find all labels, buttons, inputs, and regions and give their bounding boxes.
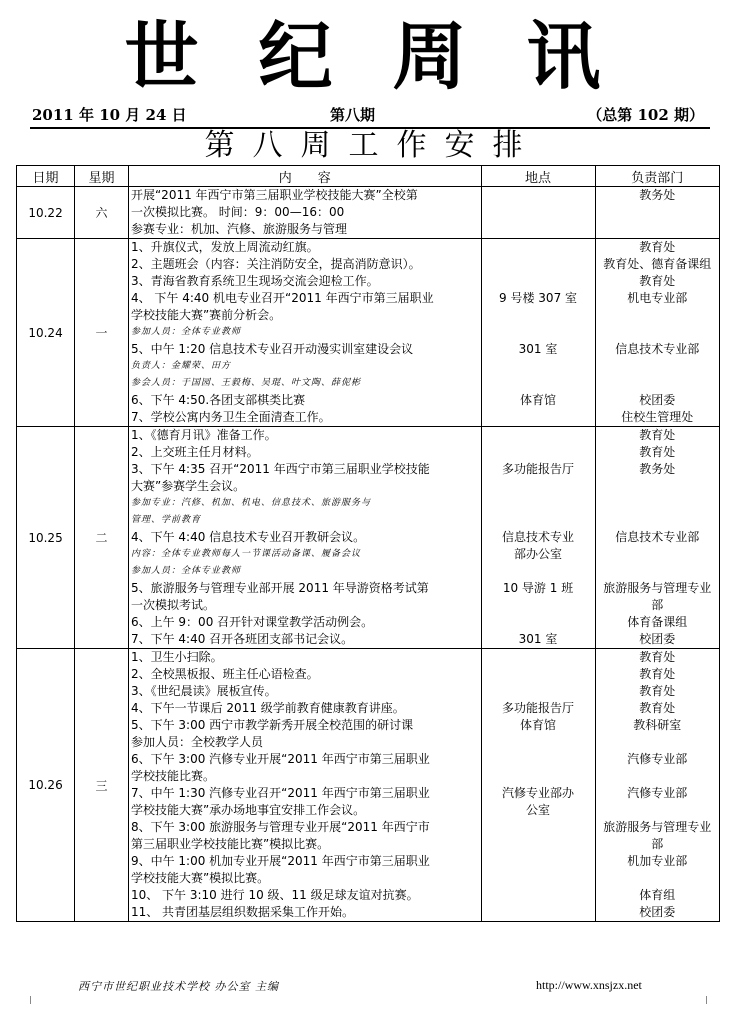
place-line xyxy=(484,495,593,512)
dept-line xyxy=(598,358,717,375)
place-line xyxy=(484,256,593,273)
dept-line xyxy=(598,870,717,887)
place-line xyxy=(484,666,593,683)
table-row xyxy=(17,187,720,239)
issue-period: 第八期 xyxy=(330,106,376,124)
place-cell xyxy=(481,187,595,239)
content-line: 参赛专业：机加、汽修、旅游服务与管理 xyxy=(130,222,347,236)
dept-line: 教育处 xyxy=(639,701,676,715)
content-line: 6、下午 3:00 汽修专业开展“2011 年西宁市第三届职业 xyxy=(130,752,430,766)
place-line xyxy=(484,324,593,341)
place-line xyxy=(484,427,593,444)
dept-line xyxy=(598,802,717,819)
content-line: 10、 下午 3:10 进行 10 级、11 级足球友谊对抗赛。 xyxy=(130,888,419,902)
dept-line: 教科研室 xyxy=(633,718,682,732)
dept-line xyxy=(598,375,717,392)
content-cell xyxy=(128,239,481,427)
content-line: 学校技能大赛”承办场地事宜安排工作会议。 xyxy=(130,803,366,817)
dept-line: 教育处 xyxy=(639,650,676,664)
content-line: 一次模拟比赛。 时间：9：00—16：00 xyxy=(130,205,345,219)
header-place: 地点 xyxy=(481,166,595,187)
header-weekday: 星期 xyxy=(75,166,129,187)
place-cell xyxy=(481,427,595,649)
place-line xyxy=(484,649,593,666)
place-line xyxy=(484,478,593,495)
dept-line xyxy=(598,204,717,221)
place-line xyxy=(484,221,593,238)
dept-line: 体育备课组 xyxy=(627,615,688,629)
dept-line xyxy=(598,495,717,512)
content-line: 3、《世纪晨读》展板宣传。 xyxy=(130,684,277,698)
place-line xyxy=(484,870,593,887)
table-header-row xyxy=(17,166,720,187)
place-line: 信息技术专业 xyxy=(502,530,575,544)
place-line xyxy=(484,768,593,785)
issue-date: 2011 年 10 月 24 日 xyxy=(32,106,187,124)
content-line: 7、中午 1:30 汽修专业召开“2011 年西宁市第三届职业 xyxy=(130,786,430,800)
dept-cell xyxy=(595,427,719,649)
content-line: 9、中午 1:00 机加专业开展“2011 年西宁市第三届职业 xyxy=(130,854,430,868)
content-line: 8、下午 3:00 旅游服务与管理专业开展“2011 年西宁市 xyxy=(130,820,430,834)
place-line xyxy=(484,751,593,768)
place-line: 9 号楼 307 室 xyxy=(499,291,578,305)
dept-line: 住校生管理处 xyxy=(621,410,694,424)
place-line: 体育馆 xyxy=(520,718,557,732)
content-line: 7、学校公寓内务卫生全面清查工作。 xyxy=(130,410,331,424)
place-line xyxy=(484,204,593,221)
content-line: 大赛”参赛学生会议。 xyxy=(130,479,246,493)
dept-line: 教育处、德育备课组 xyxy=(603,257,712,271)
place-line xyxy=(484,614,593,631)
dept-line: 旅游服务与管理专业 xyxy=(603,581,712,595)
place-cell xyxy=(481,239,595,427)
content-note: 管理、学前教育 xyxy=(130,515,201,525)
place-line xyxy=(484,358,593,375)
content-line: 7、下午 4:40 召开各班团支部书记会议。 xyxy=(130,632,354,646)
place-line: 部办公室 xyxy=(514,547,563,561)
place-line xyxy=(484,273,593,290)
content-line: 5、旅游服务与管理专业部开展 2011 年导游资格考试第 xyxy=(130,581,429,595)
header-date: 日期 xyxy=(17,166,75,187)
place-line xyxy=(484,887,593,904)
dept-line: 教务处 xyxy=(639,188,676,202)
content-line: 4、 下午 4:40 机电专业召开“2011 年西宁市第三届职业 xyxy=(130,291,434,305)
weekday-cell: 一 xyxy=(75,239,129,427)
content-cell xyxy=(128,427,481,649)
dept-line: 教育处 xyxy=(639,667,676,681)
table-row xyxy=(17,427,720,649)
content-cell xyxy=(128,649,481,922)
dept-line: 校团委 xyxy=(639,632,676,646)
place-line: 301 室 xyxy=(518,632,558,646)
content-line: 1、《德育月讯》准备工作。 xyxy=(130,428,277,442)
dept-line: 部 xyxy=(651,598,664,612)
content-line: 2、全校黑板报、班主任心语检查。 xyxy=(130,667,319,681)
masthead-title: 世纪周讯 xyxy=(124,14,661,100)
dept-line: 机加专业部 xyxy=(627,854,688,868)
content-line: 学校技能比赛。 xyxy=(130,769,215,783)
content-line: 开展“2011 年西宁市第三届职业学校技能大赛”全校第 xyxy=(130,188,418,202)
dept-line: 汽修专业部 xyxy=(627,786,688,800)
place-line: 多功能报告厅 xyxy=(502,701,575,715)
place-cell xyxy=(481,649,595,922)
place-line: 多功能报告厅 xyxy=(502,462,575,476)
content-line: 3、下午 4:35 召开“2011 年西宁市第三届职业学校技能 xyxy=(130,462,430,476)
content-line: 5、下午 3:00 西宁市教学新秀开展全校范围的研讨课 xyxy=(130,718,414,732)
dept-line xyxy=(598,734,717,751)
place-line xyxy=(484,444,593,461)
date-cell: 10.22 xyxy=(17,187,75,239)
date-cell: 10.26 xyxy=(17,649,75,922)
date-cell: 10.25 xyxy=(17,427,75,649)
dept-cell xyxy=(595,187,719,239)
dept-line: 机电专业部 xyxy=(627,291,688,305)
place-line xyxy=(484,683,593,700)
footer-tick-left xyxy=(30,996,31,1004)
table-row xyxy=(17,649,720,922)
place-line xyxy=(484,819,593,836)
dept-cell xyxy=(595,239,719,427)
place-line: 汽修专业部办 xyxy=(502,786,575,800)
place-line xyxy=(484,563,593,580)
dept-line: 信息技术专业部 xyxy=(615,342,700,356)
dept-line: 教务处 xyxy=(639,462,676,476)
content-note: 内容：全体专业教师每人一节课活动备课、履备会议 xyxy=(130,549,361,559)
dept-line xyxy=(598,563,717,580)
issue-bar xyxy=(30,105,710,129)
place-line xyxy=(484,512,593,529)
place-line: 公室 xyxy=(526,803,551,817)
dept-cell xyxy=(595,649,719,922)
content-line: 学校技能大赛”赛前分析会。 xyxy=(130,308,282,322)
content-line: 第三届职业学校技能比赛”模拟比赛。 xyxy=(130,837,330,851)
dept-line xyxy=(598,546,717,563)
content-line: 6、上午 9：00 召开针对课堂教学活动例会。 xyxy=(130,615,374,629)
content-line: 4、下午一节课后 2011 级学前教育健康教育讲座。 xyxy=(130,701,405,715)
place-line xyxy=(484,836,593,853)
content-line: 2、主题班会（内容：关注消防安全，提高消防意识）。 xyxy=(130,257,421,271)
content-note: 参会人员：于国园、王毅梅、吴琨、叶文陶、薛伲彬 xyxy=(130,378,361,388)
dept-line: 校团委 xyxy=(639,905,676,919)
place-line xyxy=(484,375,593,392)
dept-line: 汽修专业部 xyxy=(627,752,688,766)
place-line xyxy=(484,239,593,256)
dept-line: 校团委 xyxy=(639,393,676,407)
content-line: 学校技能大赛”模拟比赛。 xyxy=(130,871,270,885)
dept-line xyxy=(598,512,717,529)
place-line xyxy=(484,307,593,324)
header-content: 内 容 xyxy=(128,166,481,187)
content-note: 负责人：金耀荣、田方 xyxy=(130,361,231,371)
place-line: 301 室 xyxy=(518,342,558,356)
place-line xyxy=(484,734,593,751)
dept-line: 教育处 xyxy=(639,445,676,459)
place-line xyxy=(484,853,593,870)
place-line xyxy=(484,187,593,204)
dept-line: 教育处 xyxy=(639,274,676,288)
dept-line xyxy=(598,221,717,238)
footer-editor: 西宁市世纪职业技术学校 办公室 主编 xyxy=(78,980,279,993)
dept-line xyxy=(598,324,717,341)
content-line: 5、中午 1:20 信息技术专业召开动漫实训室建设会议 xyxy=(130,342,414,356)
content-line: 3、青海省教育系统卫生现场交流会迎检工作。 xyxy=(130,274,379,288)
dept-line: 体育组 xyxy=(639,888,676,902)
place-line xyxy=(484,597,593,614)
place-line: 10 导游 1 班 xyxy=(502,581,574,595)
date-cell: 10.24 xyxy=(17,239,75,427)
header-dept: 负责部门 xyxy=(595,166,719,187)
schedule-table xyxy=(16,165,720,922)
dept-line: 教育处 xyxy=(639,428,676,442)
content-note: 参加人员：全体专业教师 xyxy=(130,327,241,337)
place-line: 体育馆 xyxy=(520,393,557,407)
dept-line: 部 xyxy=(651,837,664,851)
content-line: 4、下午 4:40 信息技术专业召开教研会议。 xyxy=(130,530,366,544)
content-line: 11、 共青团基层组织数据采集工作开始。 xyxy=(130,905,355,919)
weekday-cell: 六 xyxy=(75,187,129,239)
content-line: 1、升旗仪式，发放上周流动红旗。 xyxy=(130,240,319,254)
content-line: 参加人员：全校教学人员 xyxy=(130,735,263,749)
dept-line: 教育处 xyxy=(639,240,676,254)
place-line xyxy=(484,904,593,921)
content-line: 一次模拟考试。 xyxy=(130,598,215,612)
footer-url[interactable]: http://www.xnsjzx.net xyxy=(536,978,642,992)
issue-total: （总第 102 期） xyxy=(587,106,704,124)
dept-line: 信息技术专业部 xyxy=(615,530,700,544)
dept-line xyxy=(598,307,717,324)
page-title: 第八周工作安排 xyxy=(204,128,541,163)
content-note: 参加专业：汽修、机加、机电、信息技术、旅游服务与 xyxy=(130,498,371,508)
content-line: 1、卫生小扫除。 xyxy=(130,650,223,664)
place-line xyxy=(484,409,593,426)
content-cell xyxy=(128,187,481,239)
weekday-cell: 二 xyxy=(75,427,129,649)
dept-line xyxy=(598,768,717,785)
footer-tick-right xyxy=(706,996,707,1004)
content-note: 参加人员：全体专业教师 xyxy=(130,566,241,576)
weekday-cell: 三 xyxy=(75,649,129,922)
dept-line: 旅游服务与管理专业 xyxy=(603,820,712,834)
content-line: 2、上交班主任月材料。 xyxy=(130,445,259,459)
table-row xyxy=(17,239,720,427)
content-line: 6、下午 4:50.各团支部棋类比赛 xyxy=(130,393,306,407)
dept-line xyxy=(598,478,717,495)
dept-line: 教育处 xyxy=(639,684,676,698)
